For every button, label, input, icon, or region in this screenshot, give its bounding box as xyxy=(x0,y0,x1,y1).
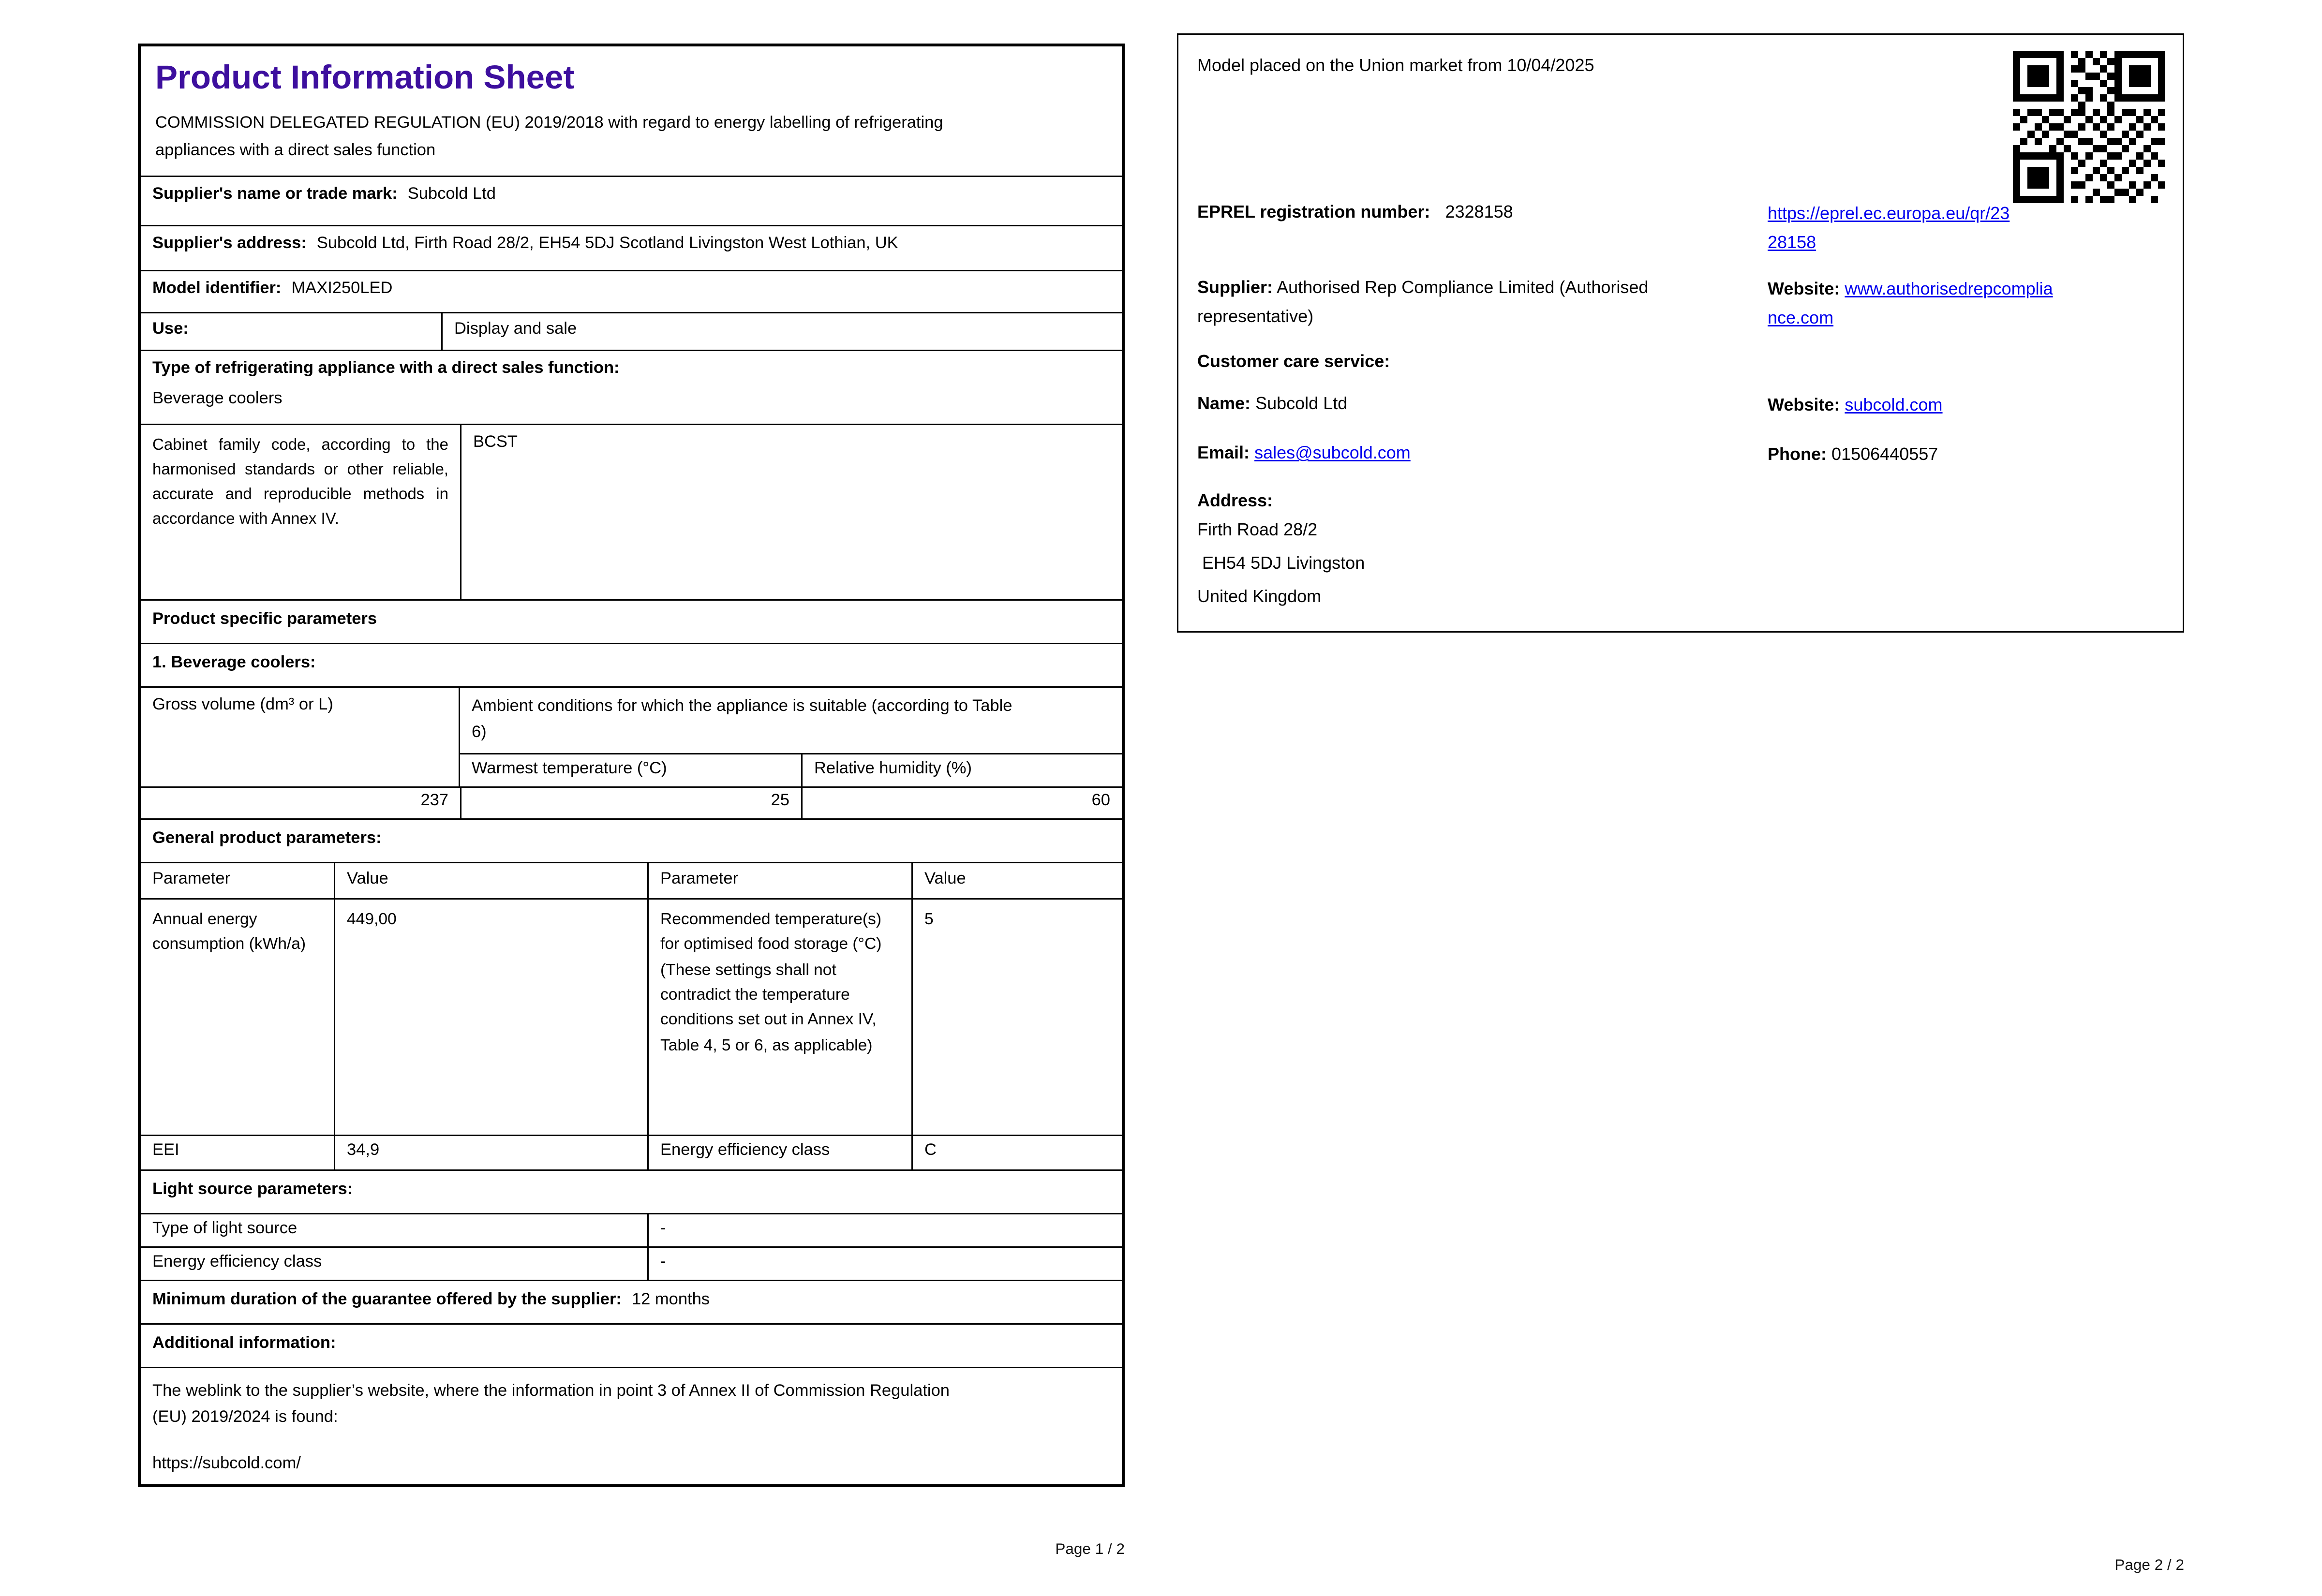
guarantee-value: 12 months xyxy=(631,1291,710,1309)
address-line2: EH54 5DJ Livingston xyxy=(1197,552,1365,573)
weblink-url: https://subcold.com/ xyxy=(152,1455,301,1473)
care-email-row xyxy=(1197,440,2162,469)
weblink-row xyxy=(141,1367,1122,1484)
address-label: Address: xyxy=(1197,491,1273,512)
eprel-link-line2[interactable]: 28158 xyxy=(1768,233,1816,253)
additional-info-heading: Additional information: xyxy=(152,1335,336,1352)
care-name-value: Subcold Ltd xyxy=(1255,392,1348,413)
care-email-link[interactable]: sales@subcold.com xyxy=(1254,442,1411,463)
additional-info-heading-row xyxy=(141,1323,1122,1367)
page1-sheet xyxy=(138,44,1125,1487)
use-row xyxy=(141,312,1122,350)
light-source-heading-row xyxy=(141,1169,1122,1213)
parameters-table-header-row xyxy=(141,862,1122,898)
energy-class-label: Energy efficiency class xyxy=(647,1136,911,1169)
recommended-temp-value: 5 xyxy=(911,900,1122,1135)
warmest-temperature-value: 25 xyxy=(460,788,801,818)
address-line1: Firth Road 28/2 xyxy=(1197,520,1318,541)
use-label: Use: xyxy=(152,321,189,338)
light-source-class-row xyxy=(141,1246,1122,1280)
care-name-label: Name: xyxy=(1197,392,1251,413)
supplier-name-label: Supplier's name or trade mark: xyxy=(152,186,398,203)
eprel-link-line1[interactable]: https://eprel.ec.europa.eu/qr/23 xyxy=(1768,203,2010,223)
qr-code-icon xyxy=(2013,51,2165,203)
care-name-row xyxy=(1197,390,2162,419)
supplier-address-row xyxy=(141,225,1122,270)
page-title: Product Information Sheet xyxy=(155,58,575,96)
care-phone-label: Phone: xyxy=(1768,443,1827,464)
energy-class-value: C xyxy=(911,1136,1122,1169)
annual-energy-label: Annual energy consumption (kWh/a) xyxy=(152,911,306,954)
supplier-name-value: Subcold Ltd xyxy=(407,186,496,203)
appliance-type-row xyxy=(141,350,1122,424)
market-date-line: Model placed on the Union market from 10/04/2025 xyxy=(1197,55,1594,75)
col3-header: Parameter xyxy=(647,863,911,898)
relative-humidity-header: Relative humidity (%) xyxy=(801,754,1122,786)
light-source-type-value: - xyxy=(647,1214,1122,1246)
beverage-coolers-heading-row xyxy=(141,643,1122,686)
supplier-label: Supplier: xyxy=(1197,277,1273,297)
supplier-value: Authorised Rep Compliance Limited (Authorised representative) xyxy=(1197,277,1649,326)
col4-header: Value xyxy=(911,863,1122,898)
supplier-name-row xyxy=(141,176,1122,225)
supplier-website-label: Website: xyxy=(1768,278,1840,299)
eprel-number: 2328158 xyxy=(1445,202,1513,222)
light-source-type-label: Type of light source xyxy=(152,1220,298,1238)
gross-volume-label: Gross volume (dm³ or L) xyxy=(141,688,460,786)
guarantee-row xyxy=(141,1280,1122,1323)
model-identifier-row xyxy=(141,270,1122,312)
cabinet-family-label: Cabinet family code, according to the harmonised standards or other reliable, accurate and reproducible methods in accordance with Annex IV. xyxy=(152,437,448,529)
page2-sheet xyxy=(1177,33,2184,633)
eei-value: 34,9 xyxy=(334,1136,647,1169)
annual-energy-value: 449,00 xyxy=(334,900,647,1135)
gross-volume-value: 237 xyxy=(420,792,448,810)
relative-humidity-value: 60 xyxy=(801,788,1122,818)
recommended-temp-label: Recommended temperature(s) for optimised food storage (°C) (These settings shall not contradict the temperature conditions set out in Annex IV, Table 4, 5 or 6, as applicable) xyxy=(647,900,911,1135)
cabinet-family-row xyxy=(141,424,1122,599)
title-block xyxy=(141,46,1122,176)
care-phone-value: 01506440557 xyxy=(1831,443,1938,464)
page1-footer: Page 1 / 2 xyxy=(1055,1541,1125,1558)
address-line3: United Kingdom xyxy=(1197,585,1322,606)
general-parameters-heading: General product parameters: xyxy=(152,830,382,847)
eprel-row xyxy=(1197,199,2162,258)
customer-care-heading: Customer care service: xyxy=(1197,350,1390,371)
light-source-class-value: - xyxy=(647,1248,1122,1280)
annual-energy-row xyxy=(141,898,1122,1135)
beverage-coolers-heading: 1. Beverage coolers: xyxy=(152,654,316,672)
care-website-label: Website: xyxy=(1768,394,1840,414)
appliance-type-label: Type of refrigerating appliance with a direct sales function: xyxy=(152,360,620,377)
ambient-conditions-label: Ambient conditions for which the appliance is suitable (according to Table 6) xyxy=(472,698,1012,741)
supplier-address-label: Supplier's address: xyxy=(152,235,307,252)
eei-label: EEI xyxy=(152,1142,179,1159)
warmest-temperature-header: Warmest temperature (°C) xyxy=(472,760,667,778)
supplier-address-value: Subcold Ltd, Firth Road 28/2, EH54 5DJ Scotland Livingston West Lothian, UK xyxy=(316,235,898,252)
col1-header: Parameter xyxy=(152,871,231,888)
regulation-subtitle: COMMISSION DELEGATED REGULATION (EU) 2019/2018 with regard to energy labelling of refrigerating appliances with a direct sales function xyxy=(155,115,943,159)
care-email-label: Email: xyxy=(1197,442,1250,463)
supplier-website-link-line1[interactable]: www.authorisedrepcomplia xyxy=(1845,278,2053,299)
weblink-text: The weblink to the supplier’s website, where the information in point 3 of Annex II of Commission Regulation (EU) 2019/2024 is found: xyxy=(152,1383,950,1427)
appliance-type-value: Beverage coolers xyxy=(152,390,283,408)
model-identifier-value: MAXI250LED xyxy=(291,280,393,297)
use-value: Display and sale xyxy=(441,313,1122,350)
gross-volume-values-row xyxy=(141,786,1122,818)
supplier-row xyxy=(1197,274,2162,333)
general-parameters-heading-row xyxy=(141,818,1122,862)
supplier-website-link-line2[interactable]: nce.com xyxy=(1768,308,1834,328)
page2-footer: Page 2 / 2 xyxy=(2114,1557,2184,1574)
light-source-class-label: Energy efficiency class xyxy=(152,1254,322,1271)
guarantee-label: Minimum duration of the guarantee offered by the supplier: xyxy=(152,1291,622,1309)
eprel-label: EPREL registration number: xyxy=(1197,202,1430,222)
cabinet-family-value: BCST xyxy=(460,425,1122,599)
product-specific-heading: Product specific parameters xyxy=(152,611,377,628)
eei-row xyxy=(141,1135,1122,1169)
light-source-type-row xyxy=(141,1213,1122,1246)
light-source-heading: Light source parameters: xyxy=(152,1181,353,1198)
care-website-link[interactable]: subcold.com xyxy=(1845,394,1943,414)
col2-header: Value xyxy=(334,863,647,898)
gross-volume-header-row xyxy=(141,686,1122,786)
product-specific-heading-row xyxy=(141,599,1122,643)
model-identifier-label: Model identifier: xyxy=(152,280,282,297)
